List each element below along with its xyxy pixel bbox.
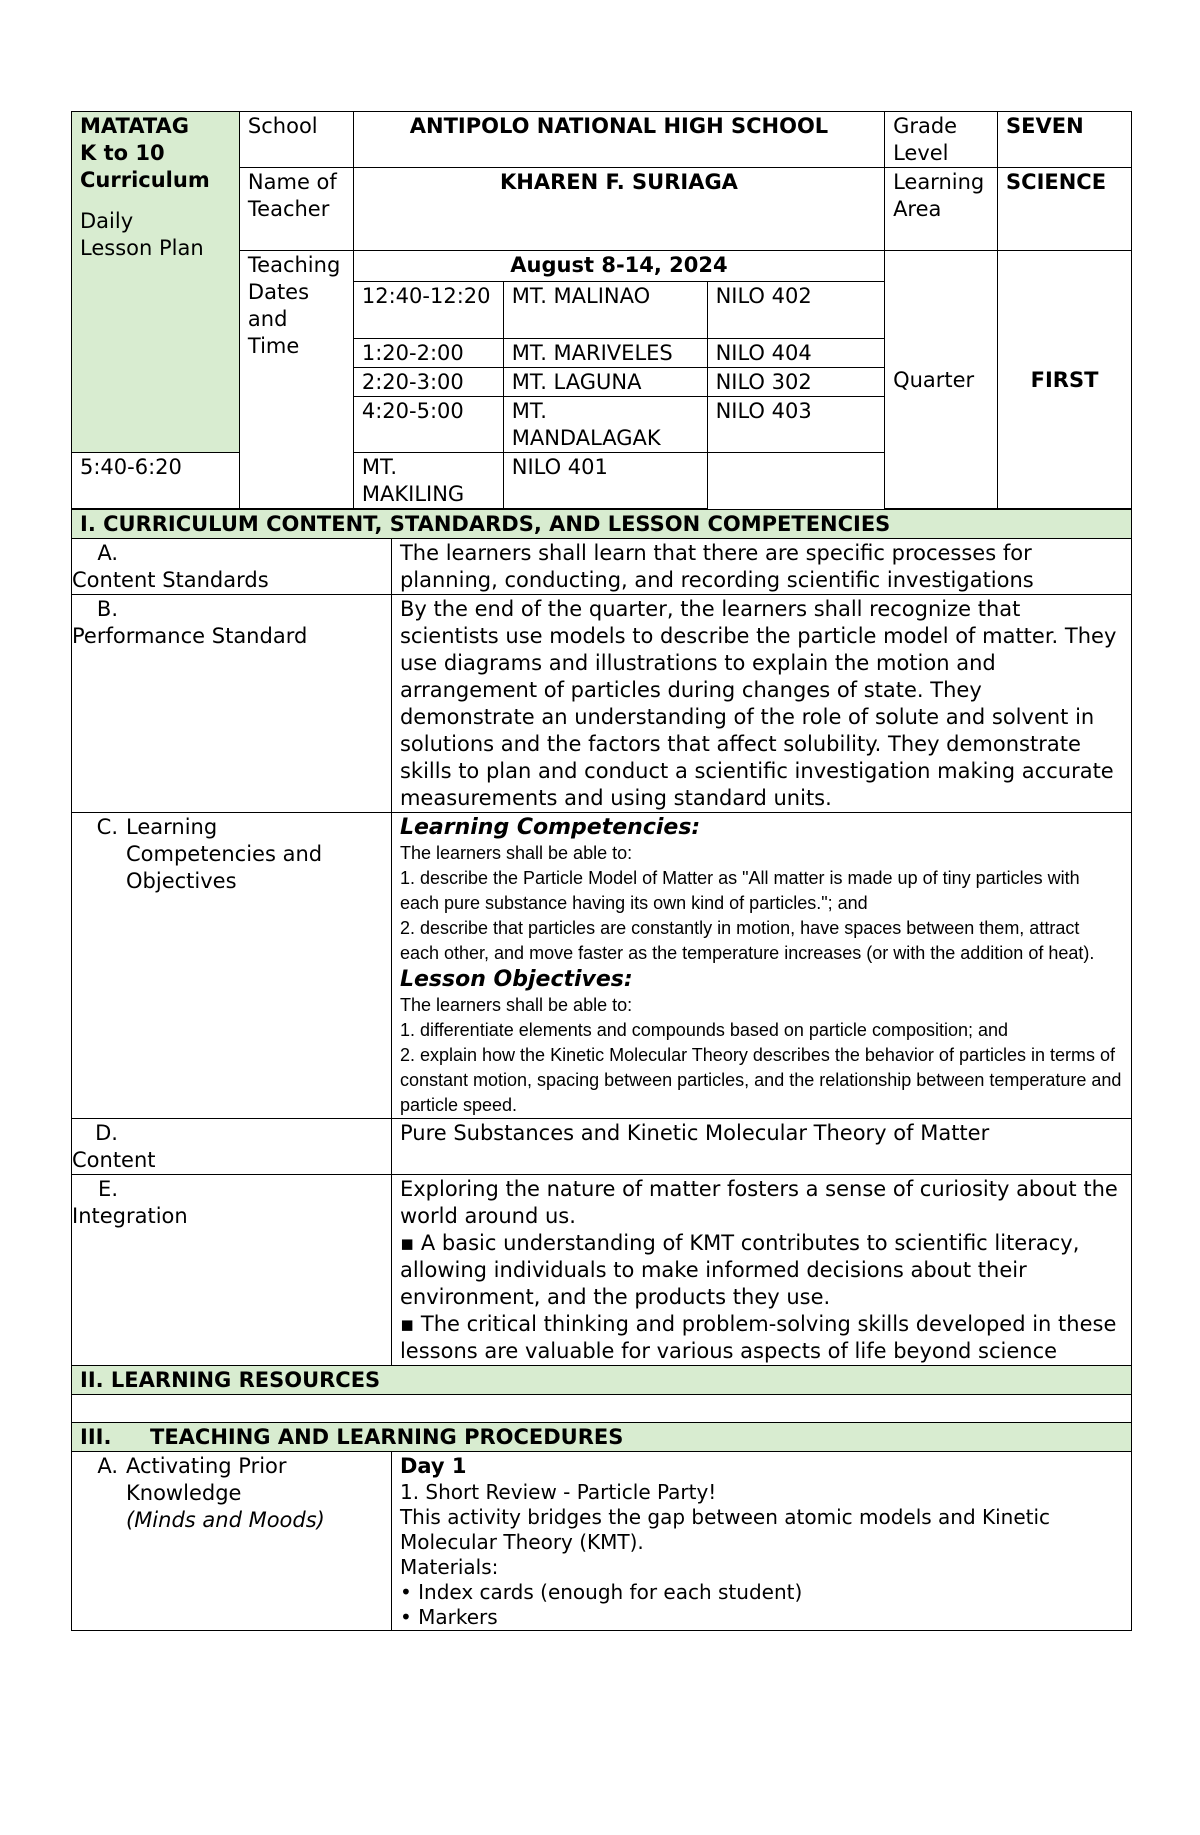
objectives-heading: Lesson Objectives: <box>399 967 633 992</box>
competency-item: 1. describe the Particle Model of Matter as "All matter is made up of tiny particles with each pure substance having its own kind of particles."; and <box>399 868 1080 913</box>
schedule-section: MT. MANDALAGAK <box>503 397 707 453</box>
activity-title: 1. Short Review - Particle Party! <box>399 1480 717 1504</box>
item-label: Performance Standard <box>72 624 308 648</box>
resources-empty-row <box>72 1395 1132 1423</box>
curriculum-line3: Curriculum <box>80 168 210 192</box>
competencies-cell <box>391 813 1131 1119</box>
item-label: Learning Competencies and Objectives <box>126 815 323 893</box>
schedule-section: MT. LAGUNA <box>503 368 707 397</box>
schedule-section: MT. MALINAO <box>503 282 707 339</box>
item-label: Integration <box>72 1204 188 1228</box>
activating-label <box>72 1452 392 1631</box>
dates-value: August 8-14, 2024 <box>353 251 884 282</box>
curriculum-cell <box>72 112 240 453</box>
lesson-header-table <box>71 111 1132 509</box>
schedule-room: NILO 402 <box>707 282 885 339</box>
section3-title <box>72 1423 1132 1452</box>
area-label: Learning Area <box>885 168 998 251</box>
item-label <box>126 1453 366 1534</box>
activating-cell <box>391 1452 1131 1631</box>
competencies-label <box>72 813 392 1119</box>
integration-label <box>72 1175 392 1366</box>
item-key: A. <box>97 541 118 565</box>
section3-num: III. <box>80 1425 112 1449</box>
content-standards-label <box>72 539 392 595</box>
school-label: School <box>239 112 353 168</box>
item-key: E. <box>98 1177 118 1201</box>
section2-title: II. LEARNING RESOURCES <box>72 1366 1132 1395</box>
item-key: C. <box>96 815 118 839</box>
schedule-time: 12:40-12:20 <box>353 282 503 339</box>
schedule-room: NILO 404 <box>707 339 885 368</box>
curriculum-line2: K to 10 <box>80 141 165 165</box>
dlp-line2: Lesson Plan <box>80 236 204 260</box>
item-label: Content <box>72 1148 156 1172</box>
schedule-room: NILO 302 <box>707 368 885 397</box>
integration-cell <box>391 1175 1131 1366</box>
integration-bullet: ▪ A basic understanding of KMT contributes to scientific literacy, allowing individuals to make informed decisions about their environment, and the products they use. <box>399 1231 1080 1309</box>
content-standards-text: The learners shall learn that there are specific processes for planning, conducting, and recording scientific investigations <box>391 539 1131 595</box>
competencies-intro: The learners shall be able to: <box>399 843 633 863</box>
section1-title: I. CURRICULUM CONTENT, STANDARDS, AND LESSON COMPETENCIES <box>72 510 1132 539</box>
grade-label: Grade Level <box>885 112 998 168</box>
materials-label: Materials: <box>399 1555 499 1579</box>
area-value: SCIENCE <box>998 168 1132 251</box>
dlp-line1: Daily <box>80 209 134 233</box>
materials-item: • Index cards (enough for each student) <box>399 1580 803 1604</box>
school-value: ANTIPOLO NATIONAL HIGH SCHOOL <box>353 112 884 168</box>
teacher-label: Name of Teacher <box>239 168 353 251</box>
day-label: Day 1 <box>399 1454 467 1478</box>
objectives-intro: The learners shall be able to: <box>399 995 633 1015</box>
item-label: Content Standards <box>72 568 269 592</box>
schedule-section: MT. MARIVELES <box>503 339 707 368</box>
section3-text: TEACHING AND LEARNING PROCEDURES <box>150 1425 624 1449</box>
competencies-heading: Learning Competencies: <box>399 815 701 840</box>
activating-label-text: Activating Prior Knowledge <box>126 1454 287 1505</box>
activity-desc: This activity bridges the gap between atomic models and Kinetic Molecular Theory (KMT). <box>399 1505 1051 1554</box>
teacher-value: KHAREN F. SURIAGA <box>353 168 884 251</box>
materials-item: • Markers <box>399 1605 498 1629</box>
item-key: A. <box>97 1454 118 1478</box>
schedule-time: 1:20-2:00 <box>353 339 503 368</box>
grade-value: SEVEN <box>998 112 1132 168</box>
schedule-time: 2:20-3:00 <box>353 368 503 397</box>
schedule-room: NILO 403 <box>707 397 885 453</box>
quarter-value: FIRST <box>998 251 1132 509</box>
competency-item: 2. describe that particles are constantly in motion, have spaces between them, attract each other, and move faster as the temperature increases (or with the addition of heat). <box>399 918 1095 963</box>
quarter-label: Quarter <box>885 251 998 509</box>
schedule-time: 4:20-5:00 <box>353 397 503 453</box>
schedule-room: NILO 401 <box>503 453 707 509</box>
dates-label: Teaching Dates and Time <box>239 251 353 509</box>
performance-standard-label <box>72 595 392 813</box>
curriculum-line1: MATATAG <box>80 114 190 138</box>
content-label <box>72 1119 392 1175</box>
integration-bullet: ▪ The critical thinking and problem-solving skills developed in these lessons are valuable for various aspects of life beyond science <box>399 1312 1117 1363</box>
activating-label-italic: (Minds and Moods) <box>126 1508 325 1532</box>
performance-standard-text: By the end of the quarter, the learners shall recognize that scientists use models to describe the particle model of matter. They use diagrams and illustrations to explain the motion and arrangement of particles during changes of state. They demonstrate an understanding of the role of solute and solvent in solutions and the factors that affect solubility. They demonstrate skills to plan and conduct a scientific investigation making accurate measurements and using standard units. <box>391 595 1131 813</box>
integration-text: Exploring the nature of matter fosters a sense of curiosity about the world around us. <box>399 1177 1118 1228</box>
item-key: D. <box>95 1121 118 1145</box>
schedule-section: MT. MAKILING <box>353 453 503 509</box>
objective-item: 1. differentiate elements and compounds based on particle composition; and <box>399 1020 1009 1040</box>
content-text: Pure Substances and Kinetic Molecular Theory of Matter <box>391 1119 1131 1175</box>
item-key: B. <box>96 597 118 621</box>
lesson-body-table <box>71 509 1132 1631</box>
objective-item: 2. explain how the Kinetic Molecular Theory describes the behavior of particles in terms of constant motion, spacing between particles, and the relationship between temperature and particle speed. <box>399 1045 1122 1115</box>
schedule-time: 5:40-6:20 <box>72 453 240 509</box>
